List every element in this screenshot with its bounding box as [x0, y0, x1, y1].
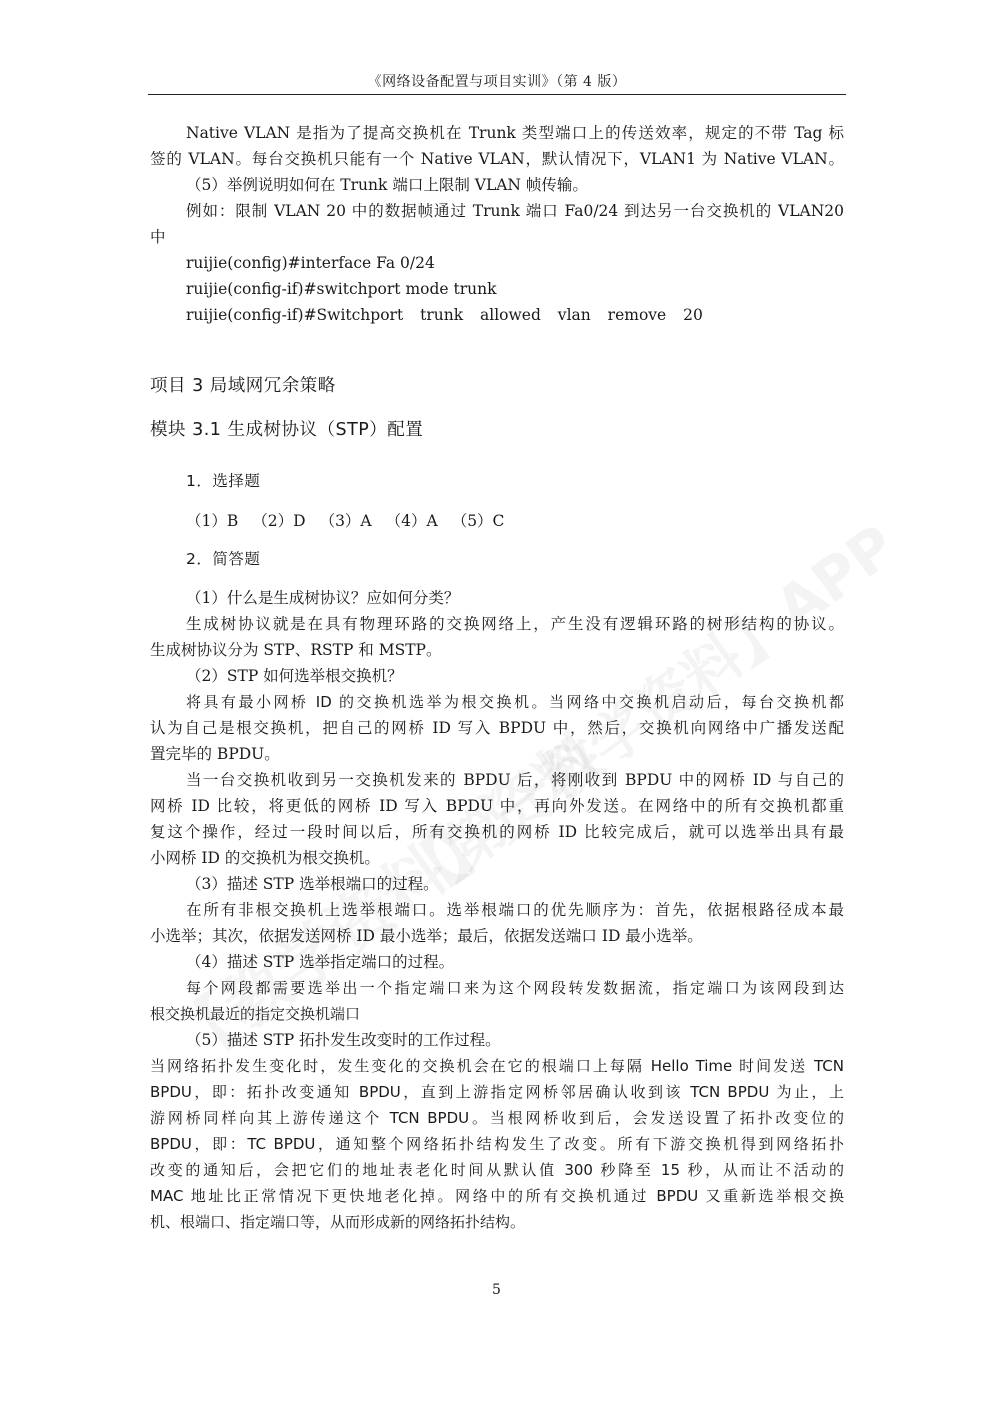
command-line-2: ruijie(config-if)#switchport mode trunk [186, 280, 497, 298]
a5-line-7: 机、根端口、指定端口等，从而形成新的网络拓扑结构。 [150, 1213, 526, 1231]
q5-vlan-question: （5）举例说明如何在 Trunk 端口上限制 VLAN 帧传输。 [186, 176, 588, 194]
page-number: 5 [492, 1282, 501, 1298]
command-line-1: ruijie(config)#interface Fa 0/24 [186, 254, 435, 272]
answer-5: （5）C [451, 512, 505, 530]
a5-line-2: BPDU，即：拓扑改变通知 BPDU，直到上游指定网桥邻居确认收到该 TCN BPDU 为止，上 [150, 1083, 844, 1101]
a5-line-5: 改变的通知后，会把它们的地址表老化时间从默认值 300 秒降至 15 秒，从而让不活动的 [150, 1161, 844, 1179]
example-line-2: 中 [150, 228, 166, 246]
answer-4: （4）A [385, 512, 438, 530]
a5-line-1: 当网络拓扑发生变化时，发生变化的交换机会在它的根端口上每隔 Hello Time 时间发送 TCN [150, 1057, 844, 1075]
answer-2: （2）D [252, 512, 306, 530]
native-vlan-line-2: 签的 VLAN。每台交换机只能有一个 Native VLAN，默认情况下，VLAN1 为 Native VLAN。 [150, 150, 844, 168]
a5-line-3: 游网桥同样向其上游传递这个 TCN BPDU。当根网桥收到后，会发送设置了拓扑改变位的 [150, 1109, 844, 1127]
project-title: 项目 3 局域网冗余策略 [150, 376, 336, 396]
a5-line-4: BPDU，即：TC BPDU，通知整个网络拓扑结构发生了改变。所有下游交换机得到网络拓扑 [150, 1135, 844, 1153]
a1-line-1: 生成树协议就是在具有物理环路的交换网络上，产生没有逻辑环路的树形结构的协议。 [186, 615, 844, 633]
example-line-1: 例如：限制 VLAN 20 中的数据帧通过 Trunk 端口 Fa0/24 到达另一台交换机的 VLAN20 [186, 202, 844, 220]
answer-3: （3）A [319, 512, 372, 530]
a2-p2-line-1: 当一台交换机收到另一交换机发来的 BPDU 后，将刚收到 BPDU 中的网桥 ID 与自己的 [186, 771, 844, 789]
short-answer-heading: 2．简答题 [186, 550, 261, 568]
q1-question: （1）什么是生成树协议？应如何分类？ [186, 589, 460, 607]
a2-p2-line-3: 复这个操作，经过一段时间以后，所有交换机的网桥 ID 比较完成后，就可以选举出具有最 [150, 823, 844, 841]
a4-line-1: 每个网段都需要选举出一个指定端口来为这个网段转发数据流，指定端口为该网段到达 [186, 979, 844, 997]
a2-p2-line-2: 网桥 ID 比较，将更低的网桥 ID 写入 BPDU 中，再向外发送。在网络中的所有交换机都重 [150, 797, 844, 815]
a2-p1-line-1: 将具有最小网桥 ID 的交换机选举为根交换机。当网络中交换机启动后，每台交换机都 [186, 693, 844, 711]
a3-line-1: 在所有非根交换机上选举根端口。选举根端口的优先顺序为：首先，依据根路径成本最 [186, 901, 844, 919]
module-title: 模块 3.1 生成树协议（STP）配置 [150, 420, 424, 440]
answer-1: （1）B [186, 512, 239, 530]
q4-question: （4）描述 STP 选举指定端口的过程。 [186, 953, 455, 971]
choice-answers [186, 510, 518, 532]
a5-line-6: MAC 地址比正常情况下更快地老化掉。网络中的所有交换机通过 BPDU 又重新选举根交换 [150, 1187, 844, 1205]
a3-line-2: 小选举；其次，依据发送网桥 ID 最小选举；最后，依据发送端口 ID 最小选举。 [150, 927, 703, 945]
q2-question: （2）STP 如何选举根交换机？ [186, 667, 403, 685]
a4-line-2: 根交换机最近的指定交换机端口 [150, 1005, 361, 1023]
q5-question: （5）描述 STP 拓扑发生改变时的工作过程。 [186, 1031, 501, 1049]
command-line-3: ruijie(config-if)#Switchport trunk allowed vlan remove 20 [186, 306, 703, 324]
running-header: 《网络设备配置与项目实训》（第 4 版） [367, 74, 627, 90]
native-vlan-line-1: Native VLAN 是指为了提高交换机在 Trunk 类型端口上的传送效率，规定的不带 Tag 标 [186, 124, 844, 142]
a2-p2-line-4: 小网桥 ID 的交换机为根交换机。 [150, 849, 380, 867]
a2-p1-line-2: 认为自己是根交换机，把自己的网桥 ID 写入 BPDU 中，然后，交换机向网络中广播发送配 [150, 719, 844, 737]
header-rule [148, 94, 846, 95]
a2-p1-line-3: 置完毕的 BPDU。 [150, 745, 280, 763]
choice-heading: 1．选择题 [186, 472, 261, 490]
q3-question: （3）描述 STP 选举根端口的过程。 [186, 875, 439, 893]
a1-line-2: 生成树协议分为 STP、RSTP 和 MSTP。 [150, 641, 442, 659]
